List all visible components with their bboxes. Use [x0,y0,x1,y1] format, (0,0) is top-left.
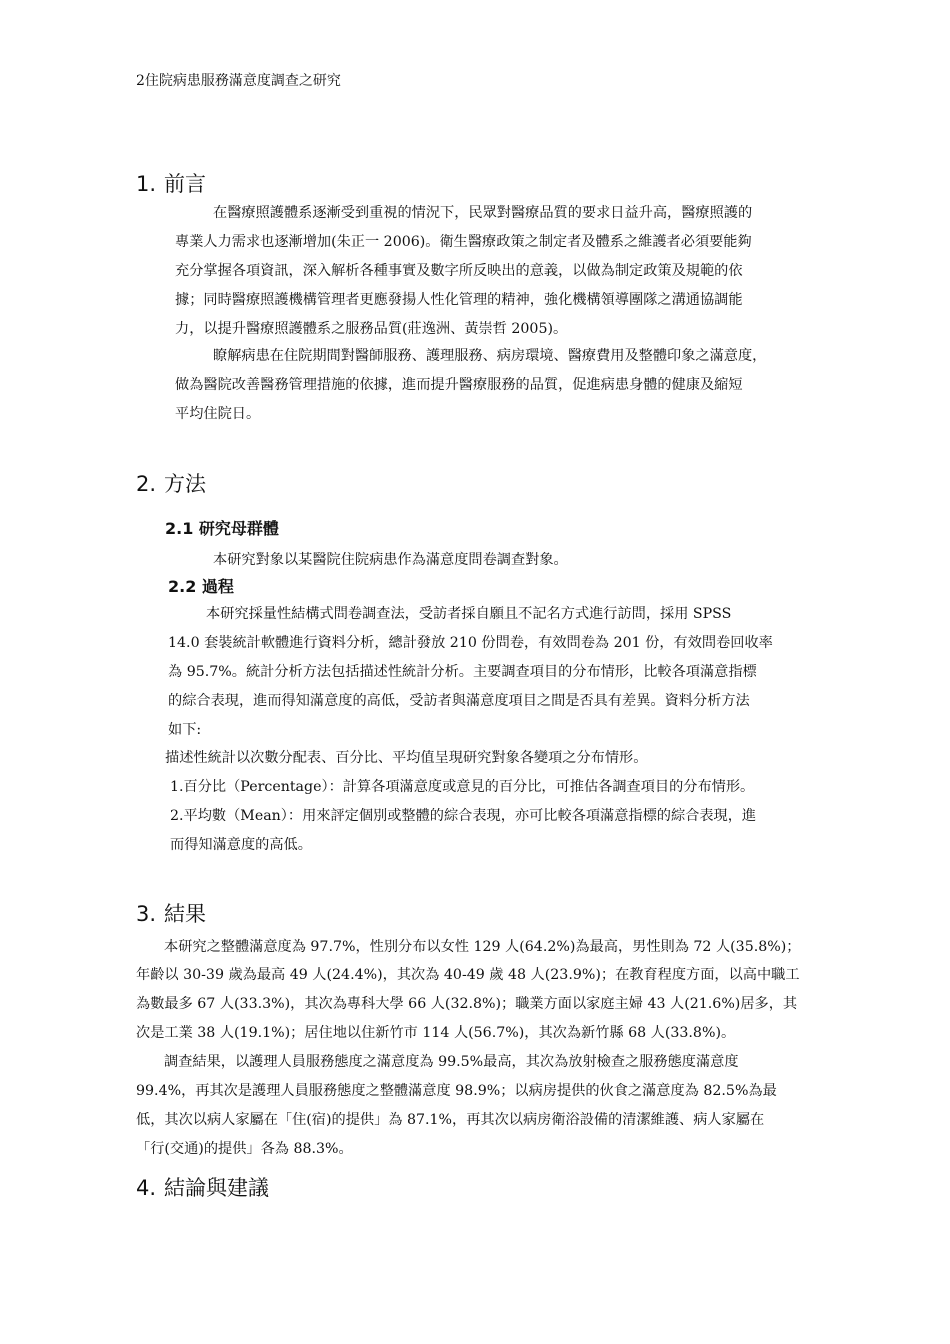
section-number: 2. [136,472,157,496]
paragraph-line: 本研究對象以某醫院住院病患作為滿意度問卷調查對象。 [213,552,568,568]
paragraph-line: 力，以提升醫療照護體系之服務品質(莊逸洲、黃崇哲 2005)。 [175,321,568,337]
list-item-percentage: 1.百分比（Percentage）：計算各項滿意度或意見的百分比，可推估各調查項目的分布情形。 [170,779,755,795]
paragraph-line: 為數最多 67 人(33.3%)，其次為專科大學 66 人(32.8%)；職業方面以家庭主婦 43 人(21.6%)居多，其 [136,996,798,1012]
section-heading-4 [136,1172,269,1202]
paragraph-line: 99.4%，再其次是護理人員服務態度之整體滿意度 98.9%；以病房提供的伙食之滿意度為 82.5%為最 [136,1083,777,1099]
list-item-mean: 2.平均數（Mean）：用來評定個別或整體的綜合表現，亦可比較各項滿意指標的綜合表現，進 [170,808,757,824]
paragraph-line: 為 95.7%。統計分析方法包括描述性統計分析。主要調查項目的分布情形，比較各項滿意指標 [168,664,757,680]
paragraph-line: 如下: [168,722,202,738]
paragraph-line: 做為醫院改善醫務管理措施的依據，進而提升醫療服務的品質，促進病患身體的健康及縮短 [175,377,743,393]
section-heading-3 [136,898,206,928]
paragraph-line: 平均住院日。 [175,406,261,422]
paragraph-line: 低，其次以病人家屬在「住(宿)的提供」為 87.1%，再其次以病房衛浴設備的清潔維護、病人家屬在 [136,1112,765,1128]
paragraph-line: 的綜合表現，進而得知滿意度的高低，受訪者與滿意度項目之間是否具有差異。資料分析方法 [168,693,750,709]
section-title: 結論與建議 [164,1176,269,1200]
paragraph-line: 本研究採量性結構式問卷調查法，受訪者採自願且不記名方式進行訪問，採用 SPSS [206,606,732,622]
subsection-heading-2-1: 2.1 研究母群體 [165,519,279,538]
paragraph-line: 在醫療照護體系逐漸受到重視的情況下，民眾對醫療品質的要求日益升高，醫療照護的 [213,205,753,221]
section-heading-2 [136,468,206,498]
section-number: 4. [136,1176,157,1200]
paragraph-line: 本研究之整體滿意度為 97.7%，性別分布以女性 129 人(64.2%)為最高，男性則為 72 人(35.8%)； [164,939,801,955]
paragraph-line: 充分掌握各項資訊，深入解析各種事實及數字所反映出的意義，以做為制定政策及規範的依 [175,263,743,279]
paragraph-line: 「行(交通)的提供」各為 88.3%。 [136,1141,353,1157]
paragraph-line: 描述性統計以次數分配表、百分比、平均值呈現研究對象各變項之分布情形。 [165,750,648,766]
paragraph-line: 14.0 套裝統計軟體進行資料分析，總計發放 210 份問卷，有效問卷為 201 份，有效問卷回收率 [168,635,773,651]
section-title: 方法 [164,472,206,496]
section-number: 3. [136,902,157,926]
paragraph-line: 次是工業 38 人(19.1%)；居住地以住新竹市 114 人(56.7%)，其次為新竹縣 68 人(33.8%)。 [136,1025,736,1041]
paragraph-line: 而得知滿意度的高低。 [170,837,312,853]
section-number: 1. [136,172,157,196]
section-title: 前言 [164,172,206,196]
subsection-heading-2-2: 2.2 過程 [168,577,234,596]
paragraph-line: 據；同時醫療照護機構管理者更應發揚人性化管理的精神，強化機構領導團隊之溝通協調能 [175,292,743,308]
section-heading-1 [136,168,206,198]
paragraph-line: 年齡以 30-39 歲為最高 49 人(24.4%)，其次為 40-49 歲 48 人(23.9%)；在教育程度方面，以高中職工 [136,967,800,983]
running-header: 2住院病患服務滿意度調查之研究 [136,73,341,89]
section-title: 結果 [164,902,206,926]
paragraph-line: 調查結果，以護理人員服務態度之滿意度為 99.5%最高，其次為放射檢查之服務態度滿意度 [164,1054,739,1070]
paragraph-line: 瞭解病患在住院期間對醫師服務、護理服務、病房環境、醫療費用及整體印象之滿意度， [213,348,767,364]
paragraph-line: 專業人力需求也逐漸增加(朱正一 2006)。衛生醫療政策之制定者及體系之維護者必須要能夠 [175,234,752,250]
